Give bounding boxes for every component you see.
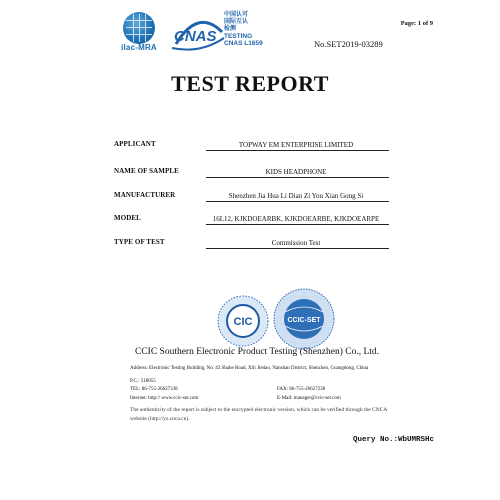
field-underline — [206, 201, 389, 202]
lab-company-name: CCIC Southern Electronic Product Testing (Shenzhen) Co., Ltd. — [135, 347, 380, 357]
field-value: TOPWAY EM ENTERPRISE LIMITED — [238, 141, 354, 149]
field-value: 16L12, KJKDOEARBK, KJKDOEARBE, KJKDOEARPE — [212, 215, 380, 223]
cic-logo — [217, 295, 269, 347]
field-name-of-sample — [114, 167, 390, 181]
field-label: APPLICANT — [114, 140, 156, 148]
lab-tel: TEL: 86-755-26627338 — [130, 387, 178, 392]
ccic-set-logo-text: CCIC-SET — [287, 317, 321, 324]
page-indicator: Page: 1 of 9 — [400, 20, 433, 27]
field-label: TYPE OF TEST — [114, 238, 165, 246]
cnas-cn-line1: 中国认可 — [224, 12, 249, 18]
ilac-mra-logo — [116, 12, 162, 52]
ccic-set-logo — [273, 288, 335, 350]
field-value: Commission Test — [271, 239, 321, 247]
cnas-logo — [170, 10, 274, 54]
field-value: KIDS HEADPHONE — [265, 168, 327, 176]
cnas-cn-line2: 国际互认 — [224, 19, 249, 25]
field-underline — [206, 150, 389, 151]
globe-icon — [123, 12, 155, 44]
cic-logo-text: CIC — [233, 316, 253, 328]
lab-email: E-Mail: manager@ccic-set.com — [277, 396, 341, 401]
field-underline — [206, 224, 389, 225]
page-title: TEST REPORT — [171, 71, 329, 96]
cnas-logo-text: CNAS — [174, 28, 217, 45]
cnas-en-line1: TESTING — [224, 33, 253, 40]
authenticity-note: The authenticity of the report is subject to the encrypted electronic version, which can be verified through the CNCA website (http://yz.cnca.cn). — [130, 407, 388, 422]
ilac-mra-label: ilac-MRA — [121, 43, 157, 52]
cnas-cn-line3: 检测 — [224, 26, 237, 32]
field-label: MANUFACTURER — [114, 191, 176, 199]
field-manufacturer — [114, 191, 390, 205]
cnas-text-block — [224, 12, 263, 47]
lab-internet: Internet: http:// www.ccic-set.com — [130, 396, 199, 401]
field-underline — [206, 177, 389, 178]
field-label: MODEL — [114, 214, 141, 222]
report-number: No.SET2019-03289 — [314, 39, 383, 49]
cnas-en-line2: CNAS L1659 — [224, 40, 263, 47]
query-number: Query No.:WbUMRSHc — [352, 436, 434, 444]
lab-address: Address: Electronic Testing Building, No. 43 Shahe Road, Xili Jiedao, Nanshan District, Shenzhen, Guangdong, China — [130, 366, 369, 371]
field-value: Shenzhen Jia Hua Li Dian Zi You Xian Gong Si — [228, 192, 364, 200]
field-type-of-test — [114, 238, 390, 252]
field-label: NAME OF SAMPLE — [114, 167, 179, 175]
field-model — [114, 214, 390, 228]
lab-fax: FAX: 86-755-26627238 — [277, 387, 326, 392]
cnas-mark-icon — [170, 14, 226, 52]
lab-postcode: P.C.: 518055 — [130, 379, 156, 384]
field-applicant — [114, 140, 390, 154]
field-underline — [206, 248, 389, 249]
